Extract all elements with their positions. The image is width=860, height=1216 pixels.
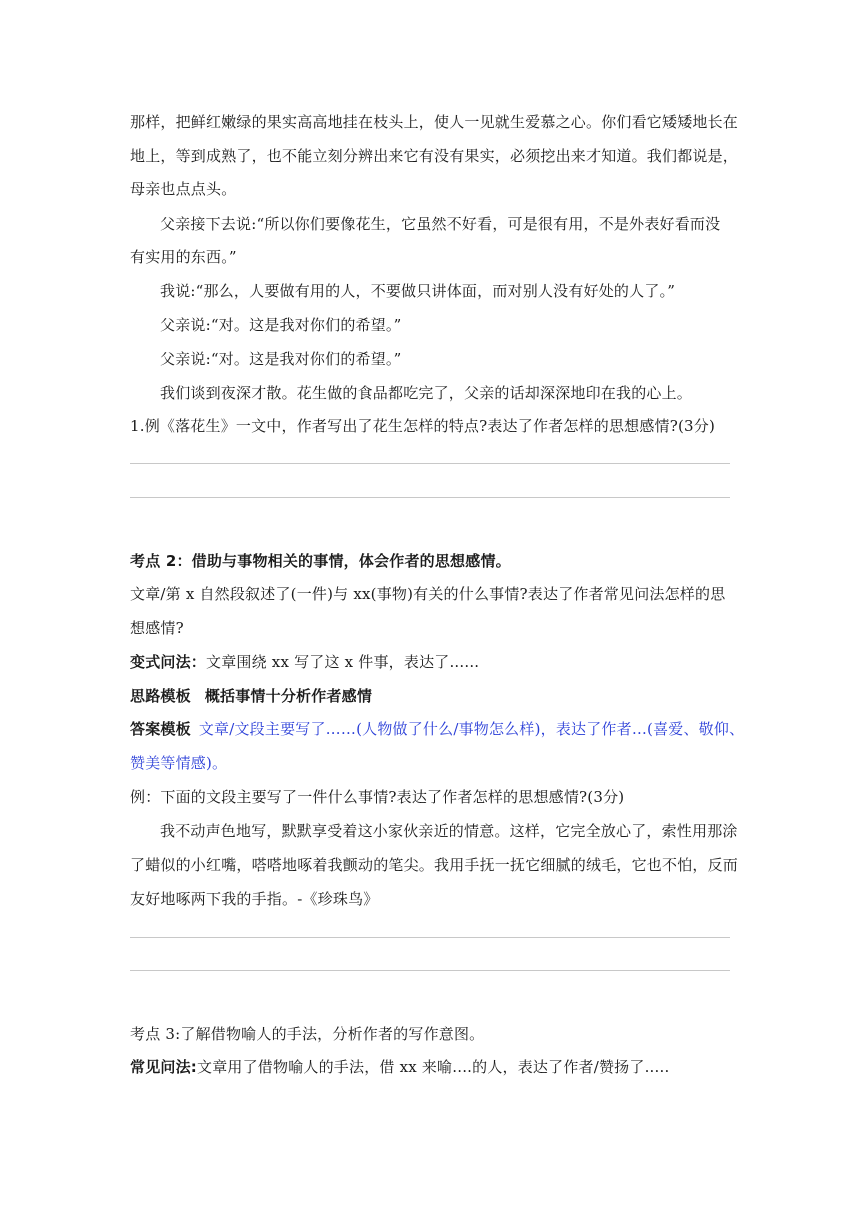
common-text: 文章用了借物喻人的手法，借 xx 来喻....的人，表达了作者/赞扬了..... (197, 1058, 670, 1076)
common-label: 常见问法: (130, 1058, 197, 1076)
answer-line (130, 463, 730, 464)
passage-line: 我们谈到夜深才散。花生做的食品都吃完了，父亲的话却深深地印在我的心上。 (160, 384, 693, 402)
example-question: 例：下面的文段主要写了一件什么事情?表达了作者怎样的思想感情?(3分) (130, 788, 625, 806)
example-passage-line: 我不动声色地写，默默享受着这小家伙亲近的情意。这样，它完全放心了，索性用那涂 (160, 822, 738, 840)
answer-text-cont: 赞美等情感)。 (130, 754, 228, 772)
template-label: 思路模板 (130, 687, 191, 705)
passage-line: 父亲说:“对。这是我对你们的希望。” (160, 316, 402, 334)
passage-line: 有实用的东西。” (130, 248, 237, 266)
thinking-template (130, 686, 730, 706)
variant-label: 变式问法： (130, 653, 207, 671)
point-2-question: 文章/第 x 自然段叙述了(一件)与 xx(事物)有关的什么事情?表达了作者常见问法怎样的思 (130, 585, 726, 603)
variant-text: 文章围绕 xx 写了这 x 件事，表达了...... (206, 653, 480, 671)
answer-template (130, 719, 745, 739)
answer-text: 文章/文段主要写了……(人物做了什么/事物怎么样)，表达了作者…(喜爱、敬仰、 (198, 720, 745, 738)
variant-question (130, 652, 730, 672)
point-2-question: 想感情? (130, 619, 184, 637)
answer-line (130, 937, 730, 938)
answer-label: 答案模板 (130, 720, 191, 738)
answer-line (130, 970, 730, 971)
point-2-title: 考点 2：借助与事物相关的事情，体会作者的思想感情。 (130, 552, 511, 570)
answer-line (130, 497, 730, 498)
passage-line: 父亲接下去说:“所以你们要像花生，它虽然不好看，可是很有用，不是外表好看而没 (160, 215, 721, 233)
passage-line: 母亲也点点头。 (130, 180, 237, 198)
example-passage-line: 友好地啄两下我的手指。-《珍珠鸟》 (130, 890, 379, 908)
example-passage-line: 了蜡似的小红嘴，嗒嗒地啄着我颤动的笔尖。我用手抚一抚它细腻的绒毛，它也不怕，反而 (130, 856, 739, 874)
passage-line: 我说:“那么，人要做有用的人，不要做只讲体面，而对别人没有好处的人了。” (160, 282, 676, 300)
point-3-title: 考点 3:了解借物喻人的手法，分析作者的写作意图。 (130, 1025, 485, 1043)
passage-line: 地上，等到成熟了，也不能立刻分辨出来它有没有果实，必须挖出来才知道。我们都说是， (130, 147, 739, 165)
passage-line: 那样，把鲜红嫩绿的果实高高地挂在枝头上，使人一见就生爱慕之心。你们看它矮矮地长在 (130, 113, 739, 131)
common-question (130, 1057, 730, 1077)
passage-line: 父亲说:“对。这是我对你们的希望。” (160, 350, 402, 368)
template-text: 概括事情十分析作者感情 (204, 687, 373, 705)
question-1: 1.例《落花生》一文中，作者写出了花生怎样的特点?表达了作者怎样的思想感情?(3分) (130, 417, 716, 435)
